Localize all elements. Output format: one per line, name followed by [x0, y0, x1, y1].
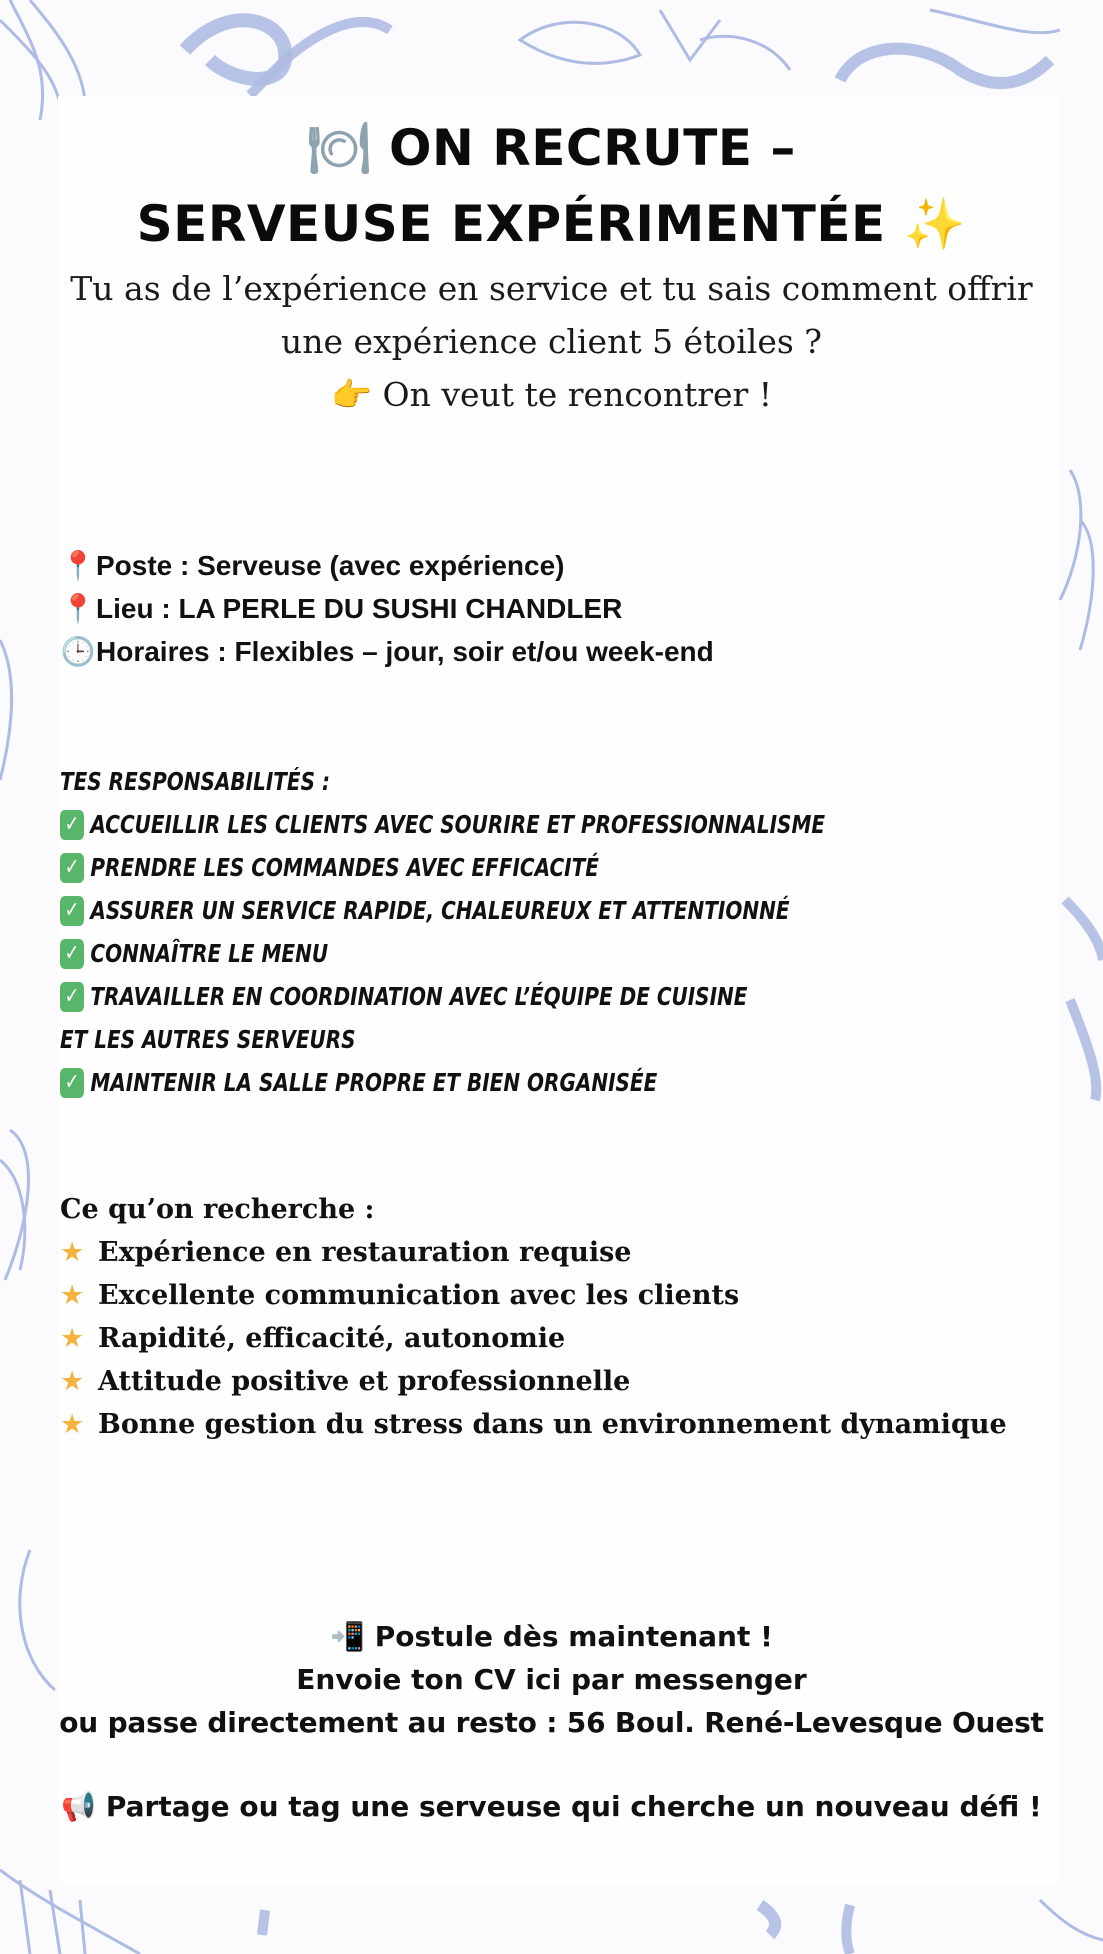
check-box-icon: ✓	[60, 810, 84, 840]
star-icon: ★	[60, 1323, 85, 1354]
pointing-hand-icon: 👉	[330, 375, 373, 414]
intro-line-3	[0, 368, 1103, 421]
info-lieu-text: Lieu : LA PERLE DU SUSHI CHANDLER	[96, 593, 623, 624]
share-line	[0, 1785, 1103, 1828]
title-text-1: ON RECRUTE –	[389, 119, 796, 177]
cta-line-1-text: Postule dès maintenant !	[374, 1620, 773, 1653]
responsibility-text: MAINTENIR LA SALLE PROPRE ET BIEN ORGANISÉE	[90, 1068, 658, 1097]
responsibilities-section	[60, 760, 825, 1104]
check-box-icon: ✓	[60, 939, 84, 969]
sparkles-icon: ✨	[903, 195, 967, 253]
intro-text	[0, 262, 1103, 421]
star-icon: ★	[60, 1280, 85, 1311]
responsibility-text: ASSURER UN SERVICE RAPIDE, CHALEUREUX ET ATTENTIONNÉ	[90, 896, 790, 925]
list-item	[60, 1061, 825, 1104]
title-line-2	[0, 186, 1103, 262]
cta-line-2: Envoie ton CV ici par messenger	[296, 1663, 807, 1696]
fork-knife-plate-icon: 🍽	[307, 119, 372, 177]
list-item	[60, 889, 825, 932]
info-poste-text: Poste : Serveuse (avec expérience)	[96, 550, 565, 581]
responsibility-text: ACCUEILLIR LES CLIENTS AVEC SOURIRE ET PROFESSIONNALISME	[90, 810, 826, 839]
megaphone-icon: 📢	[61, 1790, 97, 1823]
requirement-text: Attitude positive et professionnelle	[98, 1366, 631, 1397]
title-line-1	[0, 110, 1103, 186]
pin-icon: 📍	[60, 549, 96, 582]
check-box-icon: ✓	[60, 982, 84, 1012]
responsibility-text: PRENDRE LES COMMANDES AVEC EFFICACITÉ	[90, 853, 599, 882]
call-to-action	[0, 1615, 1103, 1744]
requirements-section	[60, 1188, 1007, 1446]
list-item	[60, 846, 825, 889]
list-item	[60, 1317, 1007, 1360]
responsibility-text: ET LES AUTRES SERVEURS	[60, 1025, 356, 1054]
info-row-poste	[60, 544, 714, 587]
check-box-icon: ✓	[60, 853, 84, 883]
cta-line-3: ou passe directement au resto : 56 Boul. René-Levesque Ouest	[59, 1706, 1044, 1739]
responsibility-text: CONNAÎTRE LE MENU	[90, 939, 329, 968]
title-text-2: SERVEUSE EXPÉRIMENTÉE	[136, 195, 886, 253]
check-box-icon: ✓	[60, 1068, 84, 1098]
list-item-continuation	[60, 1018, 825, 1061]
responsibilities-heading: TES RESPONSABILITÉS :	[60, 767, 330, 796]
list-item	[60, 932, 825, 975]
responsibility-text: TRAVAILLER EN COORDINATION AVEC L’ÉQUIPE DE CUISINE	[90, 982, 748, 1011]
info-row-horaires	[60, 630, 714, 673]
cta-line-1	[0, 1615, 1103, 1658]
list-item	[60, 1231, 1007, 1274]
mobile-phone-icon: 📲	[330, 1620, 365, 1653]
star-icon: ★	[60, 1237, 85, 1268]
requirement-text: Expérience en restauration requise	[98, 1237, 632, 1268]
share-text: Partage ou tag une serveuse qui cherche un nouveau défi !	[105, 1790, 1042, 1823]
requirement-text: Excellente communication avec les clients	[98, 1280, 740, 1311]
requirement-text: Bonne gestion du stress dans un environnement dynamique	[98, 1409, 1007, 1440]
pin-icon: 📍	[60, 592, 96, 625]
info-horaires-text: Horaires : Flexibles – jour, soir et/ou week-end	[96, 636, 714, 667]
list-item	[60, 1274, 1007, 1317]
requirements-heading: Ce qu’on recherche :	[60, 1194, 375, 1225]
list-item	[60, 975, 825, 1018]
list-item	[60, 1403, 1007, 1446]
star-icon: ★	[60, 1409, 85, 1440]
page-title	[0, 110, 1103, 262]
star-icon: ★	[60, 1366, 85, 1397]
job-info	[60, 544, 714, 673]
list-item	[60, 803, 825, 846]
intro-line-1: Tu as de l’expérience en service et tu sais comment offrir	[70, 269, 1033, 308]
info-row-lieu	[60, 587, 714, 630]
intro-line-2: une expérience client 5 étoiles ?	[281, 322, 822, 361]
check-box-icon: ✓	[60, 896, 84, 926]
intro-line-3-text: On veut te rencontrer !	[382, 375, 773, 414]
list-item	[60, 1360, 1007, 1403]
clock-icon: 🕒	[60, 635, 96, 668]
requirement-text: Rapidité, efficacité, autonomie	[98, 1323, 566, 1354]
